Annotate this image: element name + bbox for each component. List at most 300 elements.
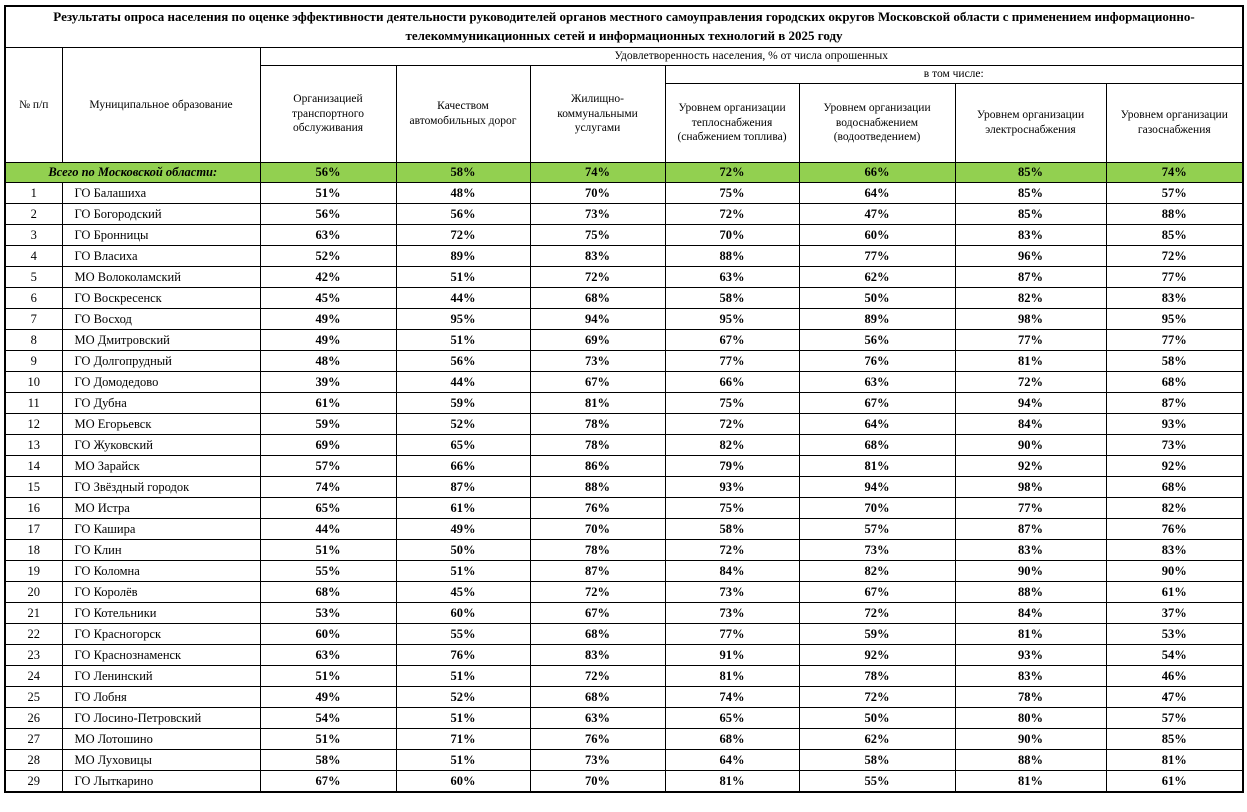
value-cell: 88% <box>665 246 799 267</box>
table-row <box>5 708 1243 729</box>
value-cell: 81% <box>530 393 665 414</box>
total-value-cell: 72% <box>665 163 799 183</box>
value-cell: 88% <box>1106 204 1243 225</box>
table-row <box>5 204 1243 225</box>
value-cell: 78% <box>530 414 665 435</box>
value-cell: 46% <box>1106 666 1243 687</box>
value-cell: 51% <box>396 561 530 582</box>
value-cell: 44% <box>396 288 530 309</box>
value-cell: 54% <box>260 708 396 729</box>
municipality-name-cell: ГО Бронницы <box>62 225 260 246</box>
total-row <box>5 163 1243 183</box>
value-cell: 89% <box>799 309 955 330</box>
header-roads: Качеством автомобильных дорог <box>396 66 530 163</box>
municipality-name-cell: ГО Клин <box>62 540 260 561</box>
value-cell: 77% <box>955 498 1106 519</box>
value-cell: 63% <box>665 267 799 288</box>
value-cell: 86% <box>530 456 665 477</box>
value-cell: 45% <box>396 582 530 603</box>
value-cell: 52% <box>396 414 530 435</box>
row-number-cell: 2 <box>5 204 62 225</box>
value-cell: 84% <box>955 603 1106 624</box>
table-row <box>5 750 1243 771</box>
value-cell: 72% <box>665 204 799 225</box>
value-cell: 94% <box>799 477 955 498</box>
value-cell: 63% <box>530 708 665 729</box>
value-cell: 50% <box>799 288 955 309</box>
value-cell: 72% <box>530 267 665 288</box>
value-cell: 88% <box>955 750 1106 771</box>
value-cell: 63% <box>260 645 396 666</box>
value-cell: 92% <box>799 645 955 666</box>
table-row <box>5 771 1243 793</box>
value-cell: 84% <box>665 561 799 582</box>
value-cell: 68% <box>530 624 665 645</box>
value-cell: 96% <box>955 246 1106 267</box>
value-cell: 75% <box>665 183 799 204</box>
value-cell: 49% <box>260 687 396 708</box>
value-cell: 68% <box>799 435 955 456</box>
row-number-cell: 7 <box>5 309 62 330</box>
value-cell: 72% <box>955 372 1106 393</box>
value-cell: 80% <box>955 708 1106 729</box>
value-cell: 82% <box>955 288 1106 309</box>
row-number-cell: 28 <box>5 750 62 771</box>
header-satisfaction-group: Удовлетворенность населения, % от числа опрошенных <box>260 48 1243 66</box>
municipality-name-cell: ГО Коломна <box>62 561 260 582</box>
table-row <box>5 330 1243 351</box>
table-row <box>5 498 1243 519</box>
value-cell: 87% <box>955 267 1106 288</box>
row-number-cell: 17 <box>5 519 62 540</box>
value-cell: 67% <box>260 771 396 793</box>
value-cell: 60% <box>396 771 530 793</box>
value-cell: 82% <box>1106 498 1243 519</box>
row-number-cell: 25 <box>5 687 62 708</box>
value-cell: 85% <box>1106 729 1243 750</box>
value-cell: 93% <box>665 477 799 498</box>
value-cell: 95% <box>396 309 530 330</box>
value-cell: 74% <box>260 477 396 498</box>
table-row <box>5 582 1243 603</box>
value-cell: 77% <box>665 624 799 645</box>
table-row <box>5 246 1243 267</box>
table-row <box>5 645 1243 666</box>
value-cell: 60% <box>799 225 955 246</box>
value-cell: 51% <box>260 183 396 204</box>
value-cell: 58% <box>799 750 955 771</box>
value-cell: 74% <box>665 687 799 708</box>
municipality-name-cell: ГО Лобня <box>62 687 260 708</box>
municipality-name-cell: ГО Балашиха <box>62 183 260 204</box>
row-number-cell: 19 <box>5 561 62 582</box>
municipality-name-cell: МО Егорьевск <box>62 414 260 435</box>
header-row-group <box>5 48 1243 66</box>
value-cell: 81% <box>1106 750 1243 771</box>
row-number-cell: 6 <box>5 288 62 309</box>
value-cell: 59% <box>799 624 955 645</box>
value-cell: 77% <box>1106 267 1243 288</box>
row-number-cell: 1 <box>5 183 62 204</box>
value-cell: 67% <box>799 582 955 603</box>
municipality-name-cell: ГО Богородский <box>62 204 260 225</box>
table-row <box>5 351 1243 372</box>
value-cell: 63% <box>799 372 955 393</box>
table-row <box>5 309 1243 330</box>
value-cell: 94% <box>955 393 1106 414</box>
header-transport: Организацией транспортного обслуживания <box>260 66 396 163</box>
value-cell: 72% <box>1106 246 1243 267</box>
table-row <box>5 456 1243 477</box>
value-cell: 78% <box>530 540 665 561</box>
municipality-name-cell: ГО Домодедово <box>62 372 260 393</box>
value-cell: 90% <box>955 729 1106 750</box>
value-cell: 70% <box>665 225 799 246</box>
value-cell: 73% <box>799 540 955 561</box>
total-value-cell: 56% <box>260 163 396 183</box>
value-cell: 44% <box>260 519 396 540</box>
value-cell: 45% <box>260 288 396 309</box>
value-cell: 68% <box>530 687 665 708</box>
value-cell: 59% <box>396 393 530 414</box>
value-cell: 73% <box>1106 435 1243 456</box>
value-cell: 57% <box>260 456 396 477</box>
value-cell: 51% <box>396 750 530 771</box>
row-number-cell: 12 <box>5 414 62 435</box>
header-gas-supply: Уровнем организации газоснабжения <box>1106 84 1243 163</box>
value-cell: 75% <box>665 393 799 414</box>
municipality-name-cell: ГО Королёв <box>62 582 260 603</box>
value-cell: 42% <box>260 267 396 288</box>
table-row <box>5 435 1243 456</box>
row-number-cell: 4 <box>5 246 62 267</box>
row-number-cell: 8 <box>5 330 62 351</box>
municipality-name-cell: ГО Власиха <box>62 246 260 267</box>
value-cell: 55% <box>396 624 530 645</box>
value-cell: 47% <box>1106 687 1243 708</box>
value-cell: 64% <box>799 183 955 204</box>
value-cell: 68% <box>530 288 665 309</box>
value-cell: 77% <box>665 351 799 372</box>
value-cell: 66% <box>396 456 530 477</box>
value-cell: 62% <box>799 729 955 750</box>
value-cell: 76% <box>1106 519 1243 540</box>
value-cell: 67% <box>799 393 955 414</box>
value-cell: 50% <box>396 540 530 561</box>
value-cell: 52% <box>260 246 396 267</box>
value-cell: 61% <box>396 498 530 519</box>
value-cell: 62% <box>799 267 955 288</box>
municipality-name-cell: ГО Краснознаменск <box>62 645 260 666</box>
value-cell: 51% <box>396 708 530 729</box>
row-number-cell: 20 <box>5 582 62 603</box>
total-value-cell: 58% <box>396 163 530 183</box>
value-cell: 88% <box>530 477 665 498</box>
value-cell: 68% <box>1106 477 1243 498</box>
value-cell: 93% <box>955 645 1106 666</box>
value-cell: 60% <box>260 624 396 645</box>
value-cell: 83% <box>1106 288 1243 309</box>
municipality-name-cell: ГО Кашира <box>62 519 260 540</box>
municipality-name-cell: ГО Ленинский <box>62 666 260 687</box>
value-cell: 49% <box>260 330 396 351</box>
total-row-label: Всего по Московской области: <box>5 163 260 183</box>
value-cell: 92% <box>955 456 1106 477</box>
value-cell: 65% <box>396 435 530 456</box>
value-cell: 57% <box>799 519 955 540</box>
row-number-cell: 15 <box>5 477 62 498</box>
row-number-cell: 13 <box>5 435 62 456</box>
value-cell: 64% <box>665 750 799 771</box>
value-cell: 87% <box>396 477 530 498</box>
value-cell: 98% <box>955 477 1106 498</box>
table-row <box>5 372 1243 393</box>
value-cell: 73% <box>530 204 665 225</box>
value-cell: 49% <box>260 309 396 330</box>
value-cell: 72% <box>530 582 665 603</box>
survey-results-table <box>4 5 1244 793</box>
value-cell: 49% <box>396 519 530 540</box>
municipality-name-cell: ГО Долгопрудный <box>62 351 260 372</box>
value-cell: 61% <box>1106 582 1243 603</box>
value-cell: 51% <box>396 267 530 288</box>
value-cell: 78% <box>530 435 665 456</box>
title-row <box>5 6 1243 48</box>
header-housing-utilities: Жилищно-коммунальными услугами <box>530 66 665 163</box>
table-row <box>5 477 1243 498</box>
value-cell: 73% <box>530 750 665 771</box>
row-number-cell: 9 <box>5 351 62 372</box>
value-cell: 53% <box>260 603 396 624</box>
value-cell: 70% <box>530 519 665 540</box>
municipality-name-cell: МО Лотошино <box>62 729 260 750</box>
row-number-cell: 21 <box>5 603 62 624</box>
municipality-name-cell: ГО Дубна <box>62 393 260 414</box>
value-cell: 66% <box>665 372 799 393</box>
value-cell: 83% <box>955 540 1106 561</box>
table-row <box>5 519 1243 540</box>
table-row <box>5 561 1243 582</box>
value-cell: 76% <box>799 351 955 372</box>
value-cell: 72% <box>665 414 799 435</box>
value-cell: 57% <box>1106 708 1243 729</box>
value-cell: 58% <box>665 288 799 309</box>
value-cell: 69% <box>260 435 396 456</box>
value-cell: 68% <box>1106 372 1243 393</box>
value-cell: 72% <box>799 687 955 708</box>
value-cell: 83% <box>1106 540 1243 561</box>
value-cell: 77% <box>1106 330 1243 351</box>
row-number-cell: 23 <box>5 645 62 666</box>
value-cell: 92% <box>1106 456 1243 477</box>
table-title: Результаты опроса населения по оценке эффективности деятельности руководителей органов местного самоуправления городских округов Московской области с применением информационно-телекоммуникационных сетей и информационных технологий в 2025 году <box>5 6 1243 48</box>
value-cell: 53% <box>1106 624 1243 645</box>
row-number-cell: 24 <box>5 666 62 687</box>
value-cell: 90% <box>955 561 1106 582</box>
value-cell: 69% <box>530 330 665 351</box>
value-cell: 67% <box>530 603 665 624</box>
value-cell: 37% <box>1106 603 1243 624</box>
value-cell: 72% <box>530 666 665 687</box>
total-value-cell: 66% <box>799 163 955 183</box>
municipality-name-cell: ГО Воскресенск <box>62 288 260 309</box>
value-cell: 83% <box>530 645 665 666</box>
value-cell: 83% <box>955 666 1106 687</box>
value-cell: 51% <box>396 666 530 687</box>
total-value-cell: 74% <box>1106 163 1243 183</box>
value-cell: 56% <box>260 204 396 225</box>
value-cell: 89% <box>396 246 530 267</box>
value-cell: 78% <box>799 666 955 687</box>
value-cell: 56% <box>396 351 530 372</box>
value-cell: 79% <box>665 456 799 477</box>
value-cell: 65% <box>665 708 799 729</box>
value-cell: 81% <box>955 624 1106 645</box>
value-cell: 83% <box>955 225 1106 246</box>
value-cell: 52% <box>396 687 530 708</box>
value-cell: 90% <box>1106 561 1243 582</box>
value-cell: 67% <box>665 330 799 351</box>
value-cell: 39% <box>260 372 396 393</box>
table-row <box>5 603 1243 624</box>
table-row <box>5 666 1243 687</box>
table-row <box>5 225 1243 246</box>
value-cell: 94% <box>530 309 665 330</box>
table-row <box>5 624 1243 645</box>
value-cell: 73% <box>530 351 665 372</box>
value-cell: 76% <box>396 645 530 666</box>
value-cell: 87% <box>955 519 1106 540</box>
value-cell: 82% <box>799 561 955 582</box>
value-cell: 54% <box>1106 645 1243 666</box>
header-row-number: № п/п <box>5 48 62 163</box>
value-cell: 51% <box>260 729 396 750</box>
value-cell: 63% <box>260 225 396 246</box>
municipality-name-cell: ГО Красногорск <box>62 624 260 645</box>
value-cell: 87% <box>530 561 665 582</box>
municipality-name-cell: МО Волоколамский <box>62 267 260 288</box>
value-cell: 58% <box>260 750 396 771</box>
total-value-cell: 85% <box>955 163 1106 183</box>
row-number-cell: 26 <box>5 708 62 729</box>
municipality-name-cell: МО Луховицы <box>62 750 260 771</box>
value-cell: 81% <box>665 666 799 687</box>
value-cell: 81% <box>665 771 799 793</box>
row-number-cell: 29 <box>5 771 62 793</box>
value-cell: 61% <box>1106 771 1243 793</box>
value-cell: 60% <box>396 603 530 624</box>
table-row <box>5 267 1243 288</box>
value-cell: 71% <box>396 729 530 750</box>
municipality-name-cell: ГО Лосино-Петровский <box>62 708 260 729</box>
value-cell: 98% <box>955 309 1106 330</box>
row-number-cell: 5 <box>5 267 62 288</box>
value-cell: 77% <box>955 330 1106 351</box>
value-cell: 70% <box>530 183 665 204</box>
value-cell: 75% <box>530 225 665 246</box>
value-cell: 57% <box>1106 183 1243 204</box>
row-number-cell: 10 <box>5 372 62 393</box>
municipality-name-cell: ГО Звёздный городок <box>62 477 260 498</box>
row-number-cell: 3 <box>5 225 62 246</box>
value-cell: 76% <box>530 498 665 519</box>
value-cell: 85% <box>1106 225 1243 246</box>
value-cell: 70% <box>799 498 955 519</box>
value-cell: 58% <box>665 519 799 540</box>
value-cell: 82% <box>665 435 799 456</box>
value-cell: 55% <box>260 561 396 582</box>
value-cell: 85% <box>955 183 1106 204</box>
header-electricity: Уровнем организации электроснабжения <box>955 84 1106 163</box>
row-number-cell: 14 <box>5 456 62 477</box>
value-cell: 87% <box>1106 393 1243 414</box>
value-cell: 90% <box>955 435 1106 456</box>
value-cell: 73% <box>665 582 799 603</box>
value-cell: 72% <box>665 540 799 561</box>
value-cell: 61% <box>260 393 396 414</box>
municipality-name-cell: МО Дмитровский <box>62 330 260 351</box>
municipality-name-cell: ГО Лыткарино <box>62 771 260 793</box>
row-number-cell: 27 <box>5 729 62 750</box>
municipality-name-cell: ГО Котельники <box>62 603 260 624</box>
table-row <box>5 729 1243 750</box>
value-cell: 95% <box>1106 309 1243 330</box>
value-cell: 58% <box>1106 351 1243 372</box>
value-cell: 64% <box>799 414 955 435</box>
table-row <box>5 183 1243 204</box>
value-cell: 81% <box>955 771 1106 793</box>
value-cell: 81% <box>955 351 1106 372</box>
header-including: в том числе: <box>665 66 1243 84</box>
value-cell: 85% <box>955 204 1106 225</box>
municipality-name-cell: МО Истра <box>62 498 260 519</box>
value-cell: 78% <box>955 687 1106 708</box>
header-municipality: Муниципальное образование <box>62 48 260 163</box>
value-cell: 51% <box>260 666 396 687</box>
value-cell: 67% <box>530 372 665 393</box>
table-row <box>5 414 1243 435</box>
value-cell: 51% <box>260 540 396 561</box>
table-row <box>5 540 1243 561</box>
value-cell: 47% <box>799 204 955 225</box>
row-number-cell: 11 <box>5 393 62 414</box>
value-cell: 95% <box>665 309 799 330</box>
value-cell: 93% <box>1106 414 1243 435</box>
value-cell: 75% <box>665 498 799 519</box>
value-cell: 72% <box>799 603 955 624</box>
value-cell: 68% <box>665 729 799 750</box>
value-cell: 59% <box>260 414 396 435</box>
municipality-name-cell: ГО Восход <box>62 309 260 330</box>
value-cell: 44% <box>396 372 530 393</box>
value-cell: 88% <box>955 582 1106 603</box>
value-cell: 70% <box>530 771 665 793</box>
value-cell: 56% <box>799 330 955 351</box>
value-cell: 72% <box>396 225 530 246</box>
value-cell: 56% <box>396 204 530 225</box>
value-cell: 91% <box>665 645 799 666</box>
municipality-name-cell: ГО Жуковский <box>62 435 260 456</box>
value-cell: 76% <box>530 729 665 750</box>
value-cell: 51% <box>396 330 530 351</box>
row-number-cell: 16 <box>5 498 62 519</box>
value-cell: 48% <box>396 183 530 204</box>
value-cell: 81% <box>799 456 955 477</box>
value-cell: 65% <box>260 498 396 519</box>
value-cell: 73% <box>665 603 799 624</box>
value-cell: 77% <box>799 246 955 267</box>
total-value-cell: 74% <box>530 163 665 183</box>
